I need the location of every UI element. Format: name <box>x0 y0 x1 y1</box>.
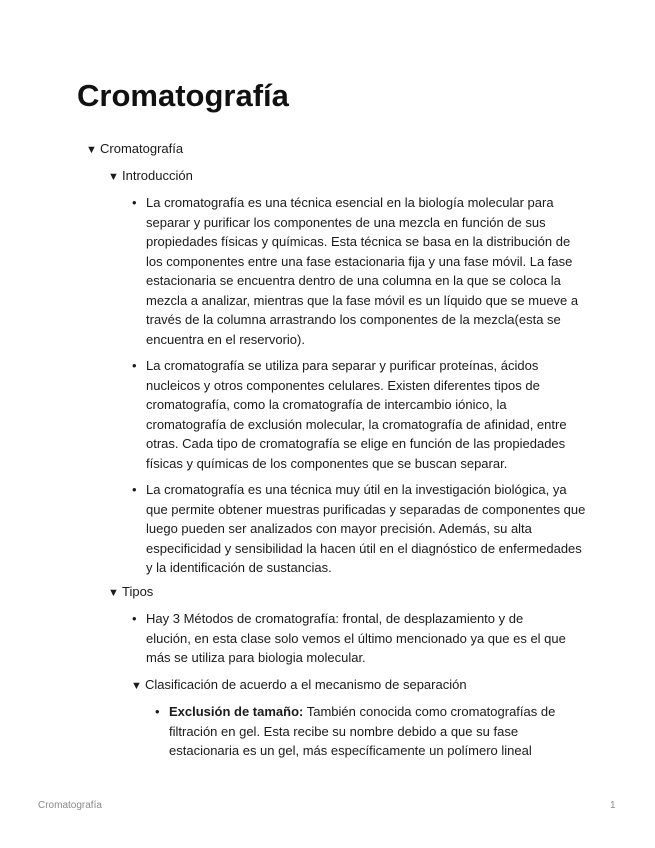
bullet-dot-icon: • <box>132 482 137 497</box>
tipos-bullet-list <box>132 609 571 675</box>
toggle-label: Cromatografía <box>100 141 184 156</box>
list-item: • La cromatografía es una técnica muy útil en la investigación biológica, ya que permite obtener muestras purificadas y separadas de componentes que luego pueden ser analizados con mayor precisión. Además, su alta especificidad y sensibilidad la hacen útil en el diagnóstico de enfermedades y la identificación de sustancias. <box>132 482 586 575</box>
toggle-introduccion[interactable] <box>108 166 193 187</box>
bullet-dot-icon: • <box>132 358 137 373</box>
page-title: Cromatografía <box>77 78 289 113</box>
footer-doc-name: Cromatografía <box>38 800 102 811</box>
triangle-down-icon: ▼ <box>108 587 119 599</box>
intro-bullet-list <box>132 193 586 585</box>
list-item: • La cromatografía se utiliza para separar y purificar proteínas, ácidos nucleicos y otros componentes celulares. Existen diferentes tipos de cromatografía, como la cromatografía de intercambio iónico, la cromatografía de exclusión molecular, la cromatografía de afinidad, entre otras. Cada tipo de cromatografía se elige en función de las propiedades físicas y químicas de los componentes que se buscan separar. <box>132 358 567 471</box>
triangle-down-icon: ▼ <box>131 680 142 692</box>
footer-page-number: 1 <box>610 800 616 811</box>
bullet-dot-icon: • <box>132 611 137 626</box>
toggle-label: Introducción <box>122 168 193 183</box>
toggle-clasificacion[interactable] <box>131 675 467 696</box>
list-item: • Hay 3 Métodos de cromatografía: frontal, de desplazamiento y de elución, en esta clase solo vemos el último mencionado ya que es el que más se utiliza para biologia molecular. <box>132 611 566 665</box>
clasificacion-bullet-list <box>155 702 569 768</box>
toggle-label: Tipos <box>122 584 154 599</box>
bullet-dot-icon: • <box>155 704 160 719</box>
list-item: • La cromatografía es una técnica esencial en la biología molecular para separar y purificar los componentes de una mezcla en función de sus propiedades físicas y químicas. Esta técnica se basa en la distribución de los componentes entre una fase estacionaria fija y una fase móvil. La fase estacionaria se encuentra dentro de una columna en la que se coloca la mezcla a analizar, mientras que la fase móvil es un líquido que se mueve a través de la columna arrastrando los componentes de la mezcla(esta se encuentra en el reservorio). <box>132 195 579 347</box>
term-label: Exclusión de tamaño: <box>169 704 304 719</box>
toggle-tipos[interactable] <box>108 582 153 603</box>
triangle-down-icon: ▼ <box>86 144 97 156</box>
toggle-cromatografia[interactable] <box>86 139 183 160</box>
toggle-label: Clasificación de acuerdo a el mecanismo de separación <box>145 677 467 692</box>
triangle-down-icon: ▼ <box>108 171 119 183</box>
list-item <box>155 702 569 761</box>
term-description: También conocida como cromatografías de filtración en gel. Esta recibe su nombre debido a que su fase estacionaria es un gel, más específicamente un polímero lineal <box>169 704 556 758</box>
bullet-dot-icon: • <box>132 195 137 210</box>
